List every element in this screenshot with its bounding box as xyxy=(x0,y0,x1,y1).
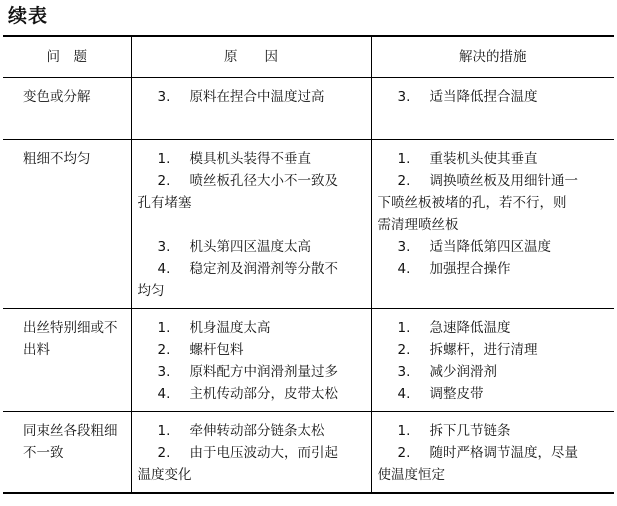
cause-item-continuation: 温度变化 xyxy=(137,467,192,483)
table-row xyxy=(3,309,614,412)
solution-cell xyxy=(371,78,614,140)
solution-item: 2. 拆螺杆，进行清理 xyxy=(397,342,538,358)
solution-item: 3. 减少润滑剂 xyxy=(397,364,497,380)
column-header-solution: 解决的措施 xyxy=(371,36,614,78)
solution-item: 1. 急速降低温度 xyxy=(397,320,511,336)
solution-item-continuation: 下喷丝板被堵的孔，若不行，则 xyxy=(377,195,567,211)
cause-item: 3. 原料配方中润滑剂量过多 xyxy=(157,364,338,380)
cause-item: 2. 由于电压波动大，而引起 xyxy=(157,445,338,461)
problem-cell: 出丝特别细或不出料 xyxy=(23,320,118,358)
cause-item: 3. 原料在捏合中温度过高 xyxy=(157,89,325,105)
problem-cell: 粗细不均匀 xyxy=(23,151,91,167)
cause-cell xyxy=(131,78,371,140)
cause-item: 1. 牵伸转动部分链条太松 xyxy=(157,423,325,439)
solution-item: 2. 调换喷丝板及用细针通一 xyxy=(397,173,578,189)
solution-item: 1. 重装机头使其垂直 xyxy=(397,151,538,167)
cause-cell xyxy=(131,140,371,309)
table-row xyxy=(3,140,614,309)
fault-table xyxy=(3,35,614,494)
column-header-problem: 问 题 xyxy=(46,49,87,65)
solution-cell xyxy=(371,309,614,412)
solution-item: 3. 适当降低第四区温度 xyxy=(397,239,551,255)
solution-item: 4. 加强捏合操作 xyxy=(397,261,511,277)
solution-item: 3. 适当降低捏合温度 xyxy=(397,89,538,105)
cause-item: 2. 喷丝板孔径大小不一致及 xyxy=(157,173,338,189)
cause-item-continuation: 孔有堵塞 xyxy=(137,195,192,211)
cause-cell xyxy=(131,309,371,412)
table-row xyxy=(3,412,614,494)
solution-item-continuation: 需清理喷丝板 xyxy=(377,217,459,233)
solution-item: 2. 随时严格调节温度，尽量 xyxy=(397,445,578,461)
column-header-cause: 原 因 xyxy=(131,36,371,78)
solution-item-continuation: 使温度恒定 xyxy=(377,467,445,483)
cause-item: 1. 机身温度太高 xyxy=(157,320,271,336)
cause-item: 3. 机头第四区温度太高 xyxy=(157,239,311,255)
cause-item: 4. 稳定剂及润滑剂等分散不 xyxy=(157,261,338,277)
cause-item: 2. 螺杆包料 xyxy=(157,342,244,358)
solution-item: 1. 拆下几节链条 xyxy=(397,423,511,439)
solution-cell xyxy=(371,412,614,494)
table-row xyxy=(3,78,614,140)
cause-cell xyxy=(131,412,371,494)
cause-item-continuation: 均匀 xyxy=(137,283,165,299)
solution-item: 4. 调整皮带 xyxy=(397,386,484,402)
cause-item: 4. 主机传动部分，皮带太松 xyxy=(157,386,338,402)
page-heading: 续表 xyxy=(8,5,49,27)
problem-cell: 变色或分解 xyxy=(23,89,91,105)
fault-table-wrapper xyxy=(3,35,614,494)
cause-item: 1. 模具机头装得不垂直 xyxy=(157,151,311,167)
problem-cell: 同束丝各段粗细不一致 xyxy=(23,423,118,461)
solution-cell xyxy=(371,140,614,309)
table-header-row xyxy=(3,36,614,78)
